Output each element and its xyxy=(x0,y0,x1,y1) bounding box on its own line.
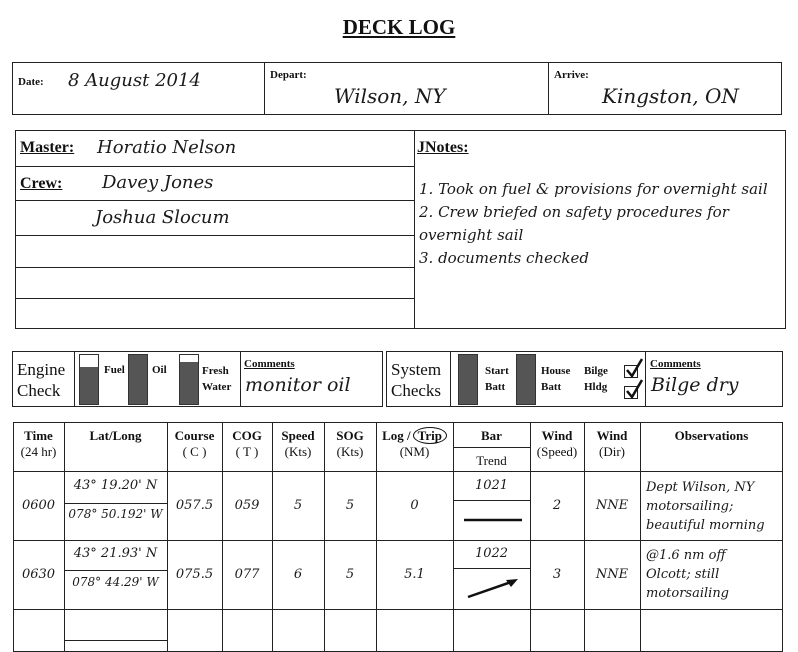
crew-field-2[interactable]: Joshua Slocum xyxy=(95,207,230,228)
row2-bar[interactable]: 1022 xyxy=(474,546,509,561)
row1-time[interactable]: 0600 xyxy=(21,498,56,513)
notes-line-3: overnight sail xyxy=(419,226,524,244)
notes-line-1: 1. Took on fuel & provisions for overnight sail xyxy=(419,180,768,198)
master-label: Master: xyxy=(20,139,75,156)
bilge-checkbox[interactable] xyxy=(624,365,638,378)
house-batt-label: House Batt xyxy=(541,365,571,393)
system-comments-label: Comments xyxy=(650,358,701,370)
bilge-hldg-label: Bilge Hldg xyxy=(584,365,608,393)
master-field[interactable]: Horatio Nelson xyxy=(97,137,237,158)
notes-line-4: 3. documents checked xyxy=(419,249,589,267)
arrive-field[interactable]: Kingston, ON xyxy=(602,84,739,108)
header-speed: Speed (Kts) xyxy=(281,428,315,459)
hldg-checkbox[interactable] xyxy=(624,386,638,399)
row1-bar[interactable]: 1021 xyxy=(474,478,509,493)
header-wind-speed: Wind (Speed) xyxy=(536,428,578,459)
row2-speed[interactable]: 6 xyxy=(293,567,303,582)
crew-field-1[interactable]: Davey Jones xyxy=(102,172,214,193)
row2-lat[interactable]: 43° 21.93' N xyxy=(73,546,158,561)
start-batt-gauge[interactable] xyxy=(458,354,478,405)
date-label: Date: xyxy=(18,76,44,88)
row2-long[interactable]: 078° 44.29' W xyxy=(72,575,159,589)
row1-lat[interactable]: 43° 19.20' N xyxy=(73,478,158,493)
system-comments-field[interactable]: Bilge dry xyxy=(651,374,739,396)
row2-cog[interactable]: 077 xyxy=(234,567,260,582)
notes-label: JNotes: xyxy=(417,139,469,156)
oil-gauge[interactable] xyxy=(128,354,148,405)
depart-field[interactable]: Wilson, NY xyxy=(334,84,446,108)
header-bar: Bar xyxy=(481,428,502,443)
row1-course[interactable]: 057.5 xyxy=(175,498,214,513)
engine-check-label: Engine Check xyxy=(17,360,66,400)
row2-wind-dir[interactable]: NNE xyxy=(595,567,629,582)
oil-label: Oil xyxy=(152,364,167,376)
row1-cog[interactable]: 059 xyxy=(234,498,260,513)
header-wind-dir: Wind (Dir) xyxy=(596,428,628,459)
row1-log[interactable]: 0 xyxy=(410,498,419,513)
row2-sog[interactable]: 5 xyxy=(345,567,355,582)
crew-label: Crew: xyxy=(20,175,63,192)
crew-notes-section xyxy=(15,130,786,329)
checkmark-icon xyxy=(624,358,644,378)
row1-wind-speed[interactable]: 2 xyxy=(552,498,562,513)
row1-trend-steady-icon xyxy=(462,512,524,524)
fresh-water-gauge[interactable] xyxy=(179,354,199,405)
row1-speed[interactable]: 5 xyxy=(293,498,303,513)
row1-wind-dir[interactable]: NNE xyxy=(595,498,629,513)
header-sog: SOG (Kts) xyxy=(336,428,364,459)
row2-log[interactable]: 5.1 xyxy=(404,567,425,582)
engine-comments-field[interactable]: monitor oil xyxy=(245,374,351,396)
fresh-water-label: Fresh Water xyxy=(202,365,232,393)
depart-label: Depart: xyxy=(270,69,307,81)
row2-observations[interactable]: @1.6 nm off Olcott; still motorsailing xyxy=(646,548,730,601)
header-cog: COG ( T ) xyxy=(232,428,262,459)
trip-circled: Trip xyxy=(413,427,447,444)
row1-sog[interactable]: 5 xyxy=(345,498,355,513)
date-field[interactable]: 8 August 2014 xyxy=(68,70,201,91)
header-log-trip: Log / Trip (NM) xyxy=(376,428,453,460)
header-observations: Observations xyxy=(674,428,749,443)
arrive-label: Arrive: xyxy=(554,69,589,81)
header-time: Time (24 hr) xyxy=(20,428,57,459)
row1-observations[interactable]: Dept Wilson, NY motorsailing; beautiful morning xyxy=(646,480,765,533)
row2-trend-rising-arrow-icon xyxy=(462,572,524,602)
header-trend: Trend xyxy=(476,453,507,468)
row1-long[interactable]: 078° 50.192' W xyxy=(68,507,163,521)
header-course: Course ( C ) xyxy=(174,428,215,459)
start-batt-label: Start Batt xyxy=(485,365,509,393)
page-title: DECK LOG xyxy=(342,15,456,39)
row2-course[interactable]: 075.5 xyxy=(175,567,214,582)
engine-comments-label: Comments xyxy=(244,358,295,370)
notes-line-2: 2. Crew briefed on safety procedures for xyxy=(419,203,729,221)
house-batt-gauge[interactable] xyxy=(516,354,536,405)
system-checks-label: System Checks xyxy=(391,360,442,400)
header-latlong: Lat/Long xyxy=(89,428,142,443)
fuel-gauge[interactable] xyxy=(79,354,99,405)
checkmark-icon xyxy=(624,379,644,399)
fuel-label: Fuel xyxy=(104,364,125,376)
row2-wind-speed[interactable]: 3 xyxy=(552,567,562,582)
row2-time[interactable]: 0630 xyxy=(21,567,56,582)
